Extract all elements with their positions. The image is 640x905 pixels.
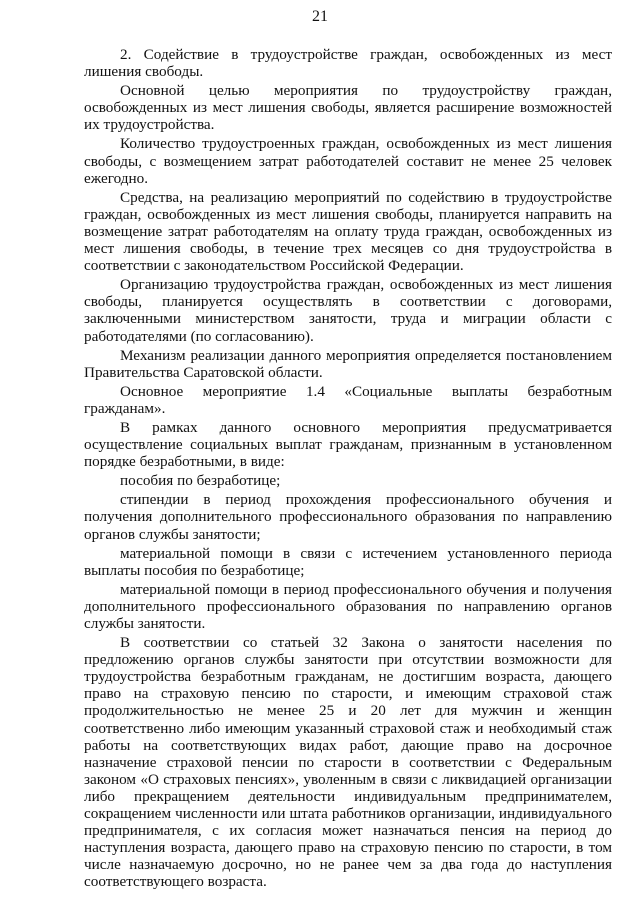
list-item: материальной помощи в связи с истечением установленного периода выплаты пособия по безработице; xyxy=(84,544,612,579)
paragraph: В рамках данного основного мероприятия предусматривается осуществление социальных выплат гражданам, признанным в установленном порядке безработными, в виде: xyxy=(84,418,612,471)
body-text xyxy=(84,46,612,891)
list-item: материальной помощи в период профессионального обучения и получения дополнительного профессионального образования по направлению органов службы занятости. xyxy=(84,580,612,632)
paragraph: В соответствии со статьей 32 Закона о занятости населения по предложению органов службы занятости при отсутствии возможности для трудоустройства безработным гражданам, не достигшим возраста, дающего право на страховую пенсию по старости, и имеющим страховой стаж продолжительностью не менее 25 и 20 лет для мужчин и женщин соответственно либо имеющим указанный страховой стаж и необходимый стаж работы на соответствующих видах работ, дающие право на досрочное назначение страховой пенсии по старости в соответствии с Федеральным законом «О страховых пенсиях», уволенным в связи с ликвидацией организации либо прекращением деятельности индивидуальным предпринимателем, сокращением численности или штата работников организации, индивидуального предпринимателя, с их согласия может назначаться пенсия на период до наступления возраста, дающего право на страховую пенсию по старости, в том числе назначаемую досрочно, но не ранее чем за два года до наступления соответствующего возраста. xyxy=(84,634,612,891)
paragraph: Основной целью мероприятия по трудоустройству граждан, освобожденных из мест лишения свободы, является расширение возможностей их трудоустройства. xyxy=(84,82,612,134)
paragraph-subsection-heading: Основное мероприятие 1.4 «Социальные выплаты безработным гражданам». xyxy=(84,382,612,417)
page-number: 21 xyxy=(312,8,328,25)
paragraph: Количество трудоустроенных граждан, освобожденных из мест лишения свободы, с возмещением затрат работодателей составит не менее 25 человек ежегодно. xyxy=(84,135,612,187)
paragraph: Организацию трудоустройства граждан, освобожденных из мест лишения свободы, планируется осуществлять в соответствии с договорами, заключенными министерством занятости, труда и миграции области с работодателями (по согласованию). xyxy=(84,276,612,345)
paragraph: Средства, на реализацию мероприятий по содействию в трудоустройстве граждан, освобожденных из мест лишения свободы, планируется направить на возмещение затрат работодателям на оплату труда граждан, освобожденных из мест лишения свободы, в течение трех месяцев со дня трудоустройства в соответствии с законодательством Российской Федерации. xyxy=(84,188,612,275)
paragraph-section-heading: 2. Содействие в трудоустройстве граждан, освобожденных из мест лишения свободы. xyxy=(84,46,612,81)
paragraph: Механизм реализации данного мероприятия определяется постановлением Правительства Саратовской области. xyxy=(84,346,612,381)
list-item: стипендии в период прохождения профессионального обучения и получения дополнительного профессионального образования по направлению органов службы занятости; xyxy=(84,491,612,543)
list-item: пособия по безработице; xyxy=(120,472,281,490)
